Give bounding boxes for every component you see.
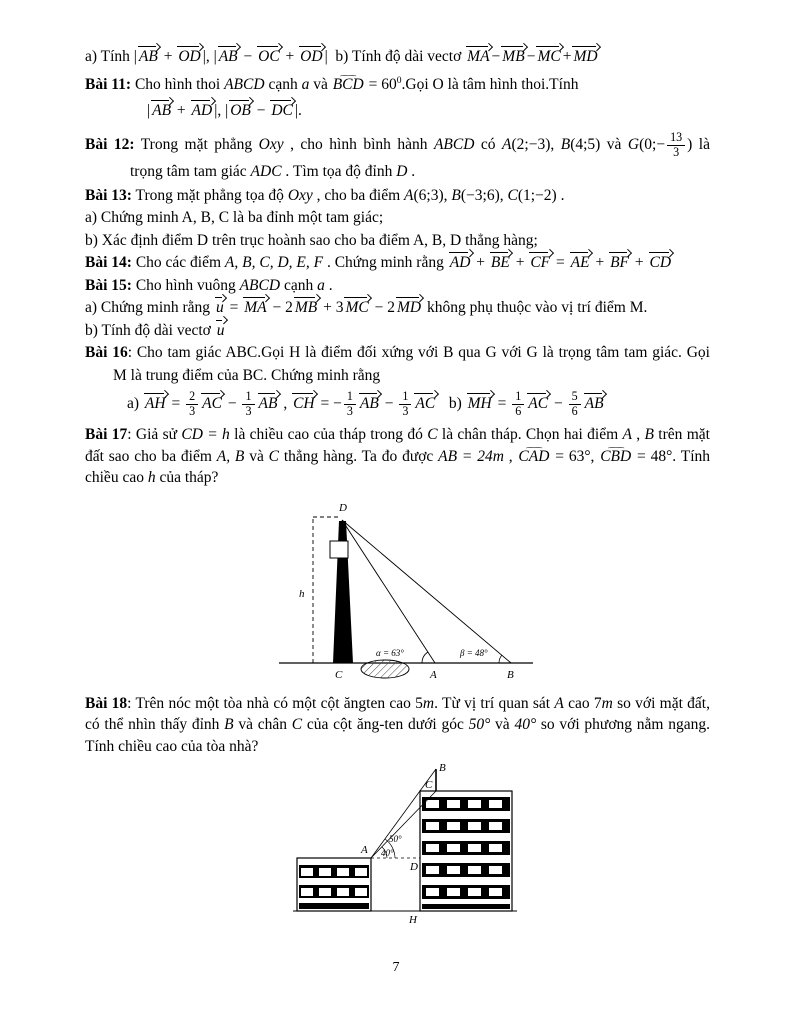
buildings-diagram xyxy=(285,761,523,927)
ground xyxy=(279,660,533,678)
sight-lines xyxy=(342,520,511,663)
point-D-label: D xyxy=(339,501,347,514)
point-A-label: A xyxy=(361,844,368,856)
angle-50-label: 50° xyxy=(389,834,402,844)
exercise-13-statement: Bài 13: Trong mặt phẳng tọa độ Oxy , cho ba điểm A(6;3), B(−3;6), C(1;−2) . xyxy=(85,186,565,204)
exercise-16-line2: M là trung điểm của BC. Chứng minh rằng xyxy=(113,366,381,384)
point-C-label: C xyxy=(335,668,343,681)
page-number: 7 xyxy=(392,960,400,975)
exercise-18-statement: Bài 18: Trên nóc một tòa nhà có một cột ăngten cao 5m. Từ vị trí quan sát A cao 7m so với mặt đất, có thể nhìn thấy đỉnh B và chân C của cột ăng-ten dưới góc 50° và 40° so với phương nằm ngang. Tính chiều cao của tòa nhà? xyxy=(85,694,710,755)
tower-diagram xyxy=(273,495,541,691)
alpha-angle-label: α = 63° xyxy=(376,647,404,658)
height-h-label: h xyxy=(299,587,305,600)
exercise-14-statement: Bài 14: Cho các điểm A, B, C, D, E, F . Chứng minh rằng AD + BE + CF = AE + BF + CD xyxy=(85,254,672,271)
figure-tower xyxy=(273,495,710,691)
exercise-16-formulas: a) AH = $\frac{2}{3}$ AC − $\frac{1}{3}$ AB , CH = − $\frac{1}{3}$ AB − $\frac{1}{3}$ AC b) MH = $\frac{1}{6}$ AC − $\frac{5}{6}$ AB xyxy=(127,389,604,418)
beta-angle-label: β = 48° xyxy=(460,647,488,658)
right-building xyxy=(420,791,512,911)
exercise-13-part-a: a) Chứng minh A, B, C là ba đỉnh một tam giác; xyxy=(85,209,384,226)
exercise-15-statement: Bài 15: Cho hình vuông ABCD cạnh a . xyxy=(85,276,333,294)
exercise-15-part-b: b) Tính độ dài vectơ u xyxy=(85,321,225,339)
exercise-11-formula: | AB + AD |, | OB − DC |. xyxy=(147,102,302,119)
point-H-label: H xyxy=(409,914,417,926)
exercise-15-part-a: a) Chứng minh rằng u = MA − 2 MB + 3 MC − 2 MD không phụ thuộc vào vị trí điểm M. xyxy=(85,299,648,316)
point-A-label: A xyxy=(430,668,437,681)
figure-buildings xyxy=(285,761,710,927)
exercise-12-line2: trọng tâm tam giác ADC . Tìm tọa độ đỉnh D . xyxy=(130,163,416,180)
tower-silhouette xyxy=(330,521,353,663)
exercise-16-statement: Bài 16: Cho tam giác ABC.Gọi H là điểm đối xứng với B qua G với G là trọng tâm tam giác. Gọi xyxy=(85,344,710,361)
exercise-10-continuation: a) Tính | AB + OD |, | AB − OC + OD | b) Tính độ dài vectơ MA − MB − MC + MD xyxy=(85,48,598,65)
pond-hatched xyxy=(361,660,409,678)
exercise-13-part-b: b) Xác định điểm D trên trục hoành sao cho ba điểm A, B, D thẳng hàng; xyxy=(85,231,538,249)
point-B-label: B xyxy=(439,762,446,774)
exercise-11-statement: Bài 11: Cho hình thoi ABCD cạnh a và ⌢ BCD = $60^0.Gọi$ O là tâm hình thoi.Tính xyxy=(85,74,710,96)
angle-40-label: 40° xyxy=(381,848,394,858)
point-D-label: D xyxy=(410,861,418,873)
exercise-12-statement: Bài 12: Trong mặt phẳng Oxy , cho hình bình hành ABCD có A(2;−3), B(4;5) và G(0;− $\frac{13}{3}$ ) là xyxy=(85,130,710,159)
exercise-17-statement: Bài 17: Giả sử CD = h là chiều cao của tháp trong đó C là chân tháp. Chọn hai điểm A , B trên mặt đất sao cho ba điểm A, B và C thẳng hàng. Ta đo được AB = 24m , ⌢ CAD = 63°, ⌢ CBD = 48°. Tính chiều cao h của tháp? xyxy=(85,424,710,489)
point-B-label: B xyxy=(507,668,514,681)
point-C-label: C xyxy=(425,779,433,791)
left-building xyxy=(297,858,371,911)
